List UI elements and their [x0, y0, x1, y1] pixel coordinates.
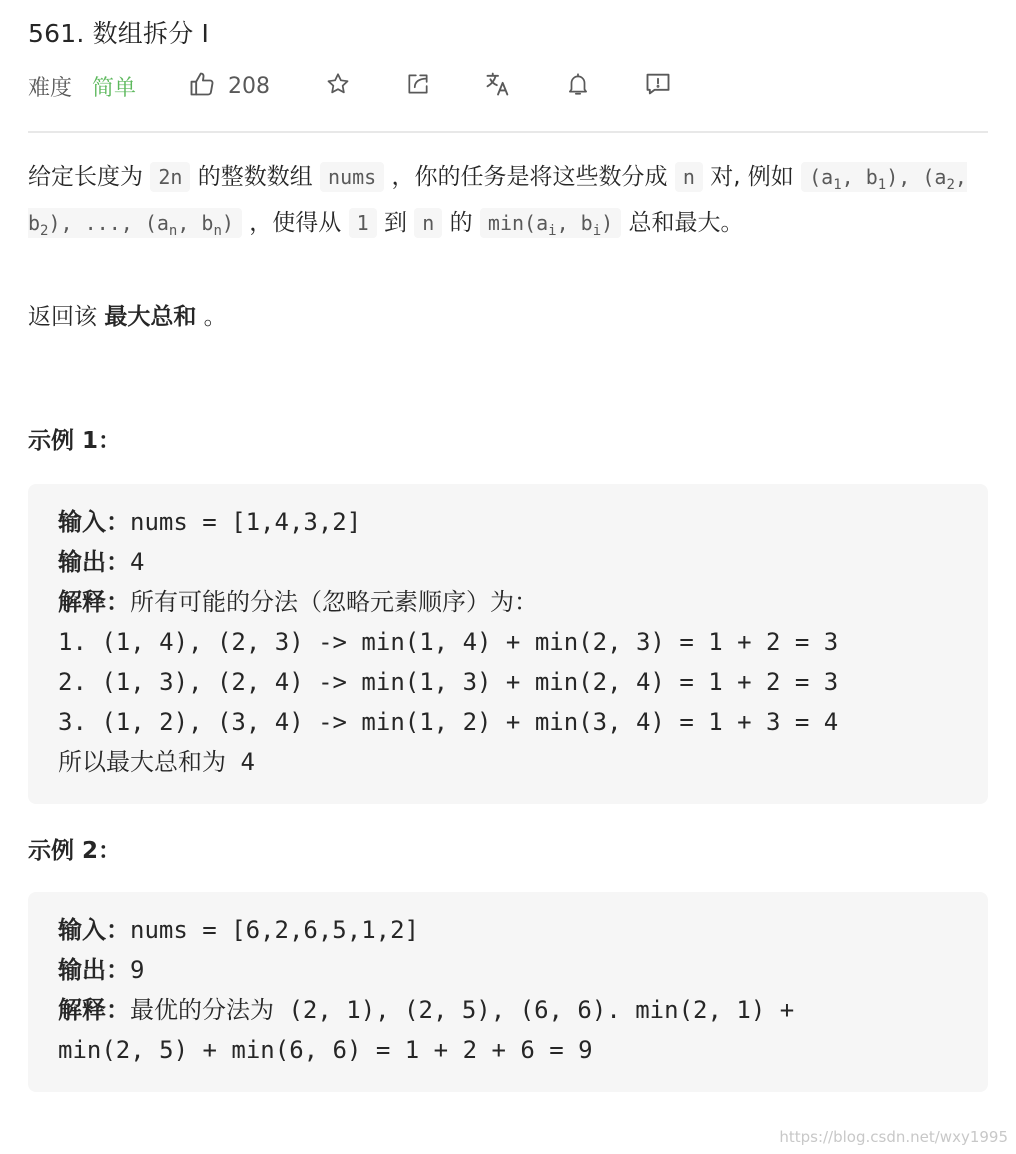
desc-text: 的 — [449, 210, 473, 236]
example-2-box — [28, 892, 988, 1092]
inline-code: 1 — [349, 208, 377, 238]
inline-code: n — [675, 162, 703, 192]
example-1-title: 示例 1： — [28, 428, 122, 454]
desc-text: 对, 例如 — [710, 164, 794, 190]
desc-text: ，你的任务是将这些数分成 — [391, 164, 668, 190]
example-case-line: 2. (1, 3), (2, 4) -> min(1, 3) + min(2, 4) = 1 + 2 = 3 — [58, 668, 839, 696]
inline-code-min: $\min(a_i$, $b_i$) — [480, 208, 621, 238]
feedback-button[interactable] — [644, 72, 672, 100]
example-input-line: 输入：nums = [1,4,3,2] — [58, 508, 362, 536]
description-paragraph — [28, 158, 988, 250]
difficulty-badge: 简单 — [92, 75, 137, 101]
star-icon — [325, 71, 351, 101]
example-explain-line: 解释：最优的分法为 (2, 1), (2, 5), (6, 6). min(2, 1) + — [58, 996, 809, 1024]
problem-description — [28, 158, 988, 250]
translate-icon — [484, 70, 512, 102]
feedback-icon — [644, 70, 672, 102]
example-2-title: 示例 2： — [28, 838, 122, 864]
example-case-line: 1. (1, 4), (2, 3) -> min(1, 4) + min(2, 3) = 1 + 2 = 3 — [58, 628, 839, 656]
like-count: 208 — [228, 73, 271, 99]
inline-code: 2n — [150, 162, 190, 192]
example-output-line: 输出：4 — [58, 548, 145, 576]
problem-title: 561. 数组拆分 I — [28, 19, 210, 48]
watermark-text: https://blog.csdn.net/wxy1995 — [779, 1128, 1008, 1146]
example-1-box — [28, 484, 988, 804]
desc-text: 给定长度为 — [28, 164, 143, 190]
example-case-line: 3. (1, 2), (3, 4) -> min(1, 2) + min(3, 4) = 1 + 3 = 4 — [58, 708, 839, 736]
share-icon — [405, 71, 431, 101]
thumbs-up-icon — [188, 70, 216, 102]
desc-text: 返回该 — [28, 304, 97, 330]
example-input-line: 输入：nums = [6,2,6,5,1,2] — [58, 916, 419, 944]
header-divider — [28, 131, 988, 133]
desc-text: 总和最大。 — [628, 210, 744, 236]
inline-code: nums — [320, 162, 384, 192]
desc-text: 。 — [203, 304, 227, 330]
example-explain-line: 解释：所有可能的分法（忽略元素顺序）为： — [58, 588, 538, 616]
favorite-button[interactable] — [324, 72, 352, 100]
desc-text: 的整数数组 — [197, 164, 313, 190]
share-button[interactable] — [404, 72, 432, 100]
desc-text: ，使得从 — [249, 210, 342, 236]
difficulty-label: 难度 — [28, 75, 73, 101]
problem-meta-bar — [28, 68, 672, 104]
return-paragraph — [28, 298, 227, 336]
bell-icon — [565, 71, 591, 101]
translate-button[interactable] — [484, 72, 512, 100]
desc-text: 到 — [383, 210, 407, 236]
example-explain-continuation: min(2, 5) + min(6, 6) = 1 + 2 + 6 = 9 — [58, 1036, 593, 1064]
example-output-line: 输出：9 — [58, 956, 145, 984]
inline-code-pairs: ($a_1$, $b_1$), ($a_2$, $b_2$), ..., ($a_n$, $b_n$) — [28, 162, 967, 238]
notification-button[interactable] — [564, 72, 592, 100]
inline-code: n — [414, 208, 442, 238]
like-button[interactable] — [188, 70, 270, 102]
desc-bold-text: 最大总和 — [104, 304, 197, 330]
example-conclusion-line: 所以最大总和为 4 — [58, 748, 255, 776]
